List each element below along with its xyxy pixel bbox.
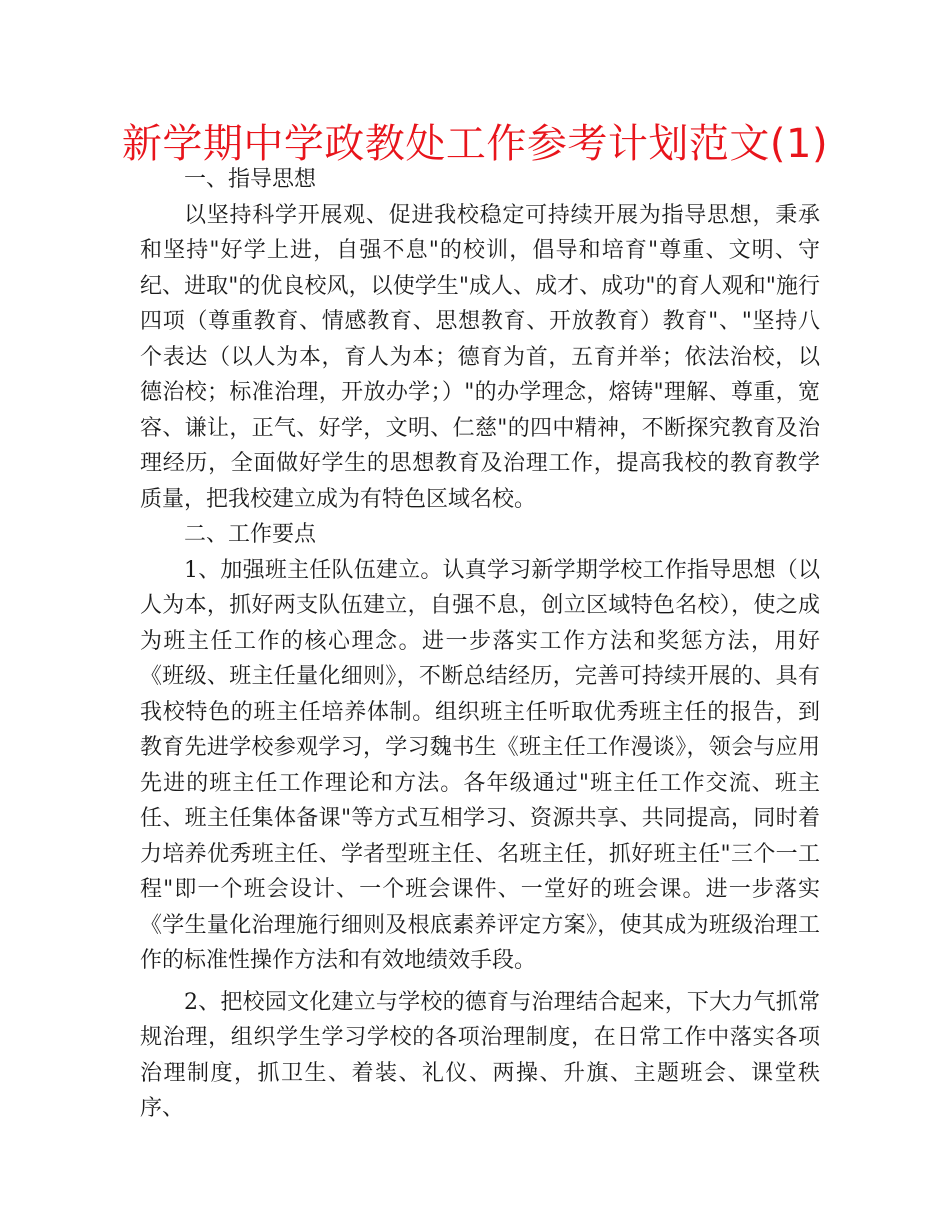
- paragraph-guiding-ideology: 以坚持科学开展观、促进我校稳定可持续开展为指导思想，秉承和坚持"好学上进，自强不息"的校训，倡导和培育"尊重、文明、守纪、进取"的优良校风，以使学生"成人、成才、成功"的育人观和"施行四项（尊重教育、情感教育、思想教育、开放教育）教育"、"坚持八个表达（以人为本，育人为本；德育为首，五育并举；依法治校，以德治校；标准治理，开放办学；）"的办学理念，熔铸"理解、尊重，宽容、谦让，正气、好学，文明、仁慈"的四中精神，不断探究教育及治理经历，全面做好学生的思想教育及治理工作，提高我校的教育教学质量，把我校建立成为有特色区域名校。: [140, 202, 820, 512]
- section-heading-work-points: 二、工作要点: [184, 522, 317, 547]
- document-body: [140, 162, 820, 1127]
- paragraph-work-point-2: 2、把校园文化建立与学校的德育与治理结合起来，下大力气抓常规治理，组织学生学习学校的各项治理制度，在日常工作中落实各项治理制度，抓卫生、着装、礼仪、两操、升旗、主题班会、课堂秩序、: [140, 989, 820, 1121]
- section-heading-guiding-ideology: 一、指导思想: [184, 167, 317, 192]
- paragraph-work-point-1: 1、加强班主任队伍建立。认真学习新学期学校工作指导思想（以人为本，抓好两支队伍建立，自强不息，创立区域特色名校），使之成为班主任工作的核心理念。进一步落实工作方法和奖惩方法，用好《班级、班主任量化细则》，不断总结经历，完善可持续开展的、具有我校特色的班主任培养体制。组织班主任听取优秀班主任的报告，到教育先进学校参观学习，学习魏书生《班主任工作漫谈》，领会与应用先进的班主任工作理论和方法。各年级通过"班主任工作交流、班主任、班主任集体备课"等方式互相学习、资源共享、共同提高，同时着力培养优秀班主任、学者型班主任、名班主任，抓好班主任"三个一工程"即一个班会设计、一个班会课件、一堂好的班会课。进一步落实《学生量化治理施行细则及根底素养评定方案》，使其成为班级治理工作的标准性操作方法和有效地绩效手段。: [140, 557, 820, 973]
- document-title: 新学期中学政教处工作参考计划范文(1): [121, 121, 829, 167]
